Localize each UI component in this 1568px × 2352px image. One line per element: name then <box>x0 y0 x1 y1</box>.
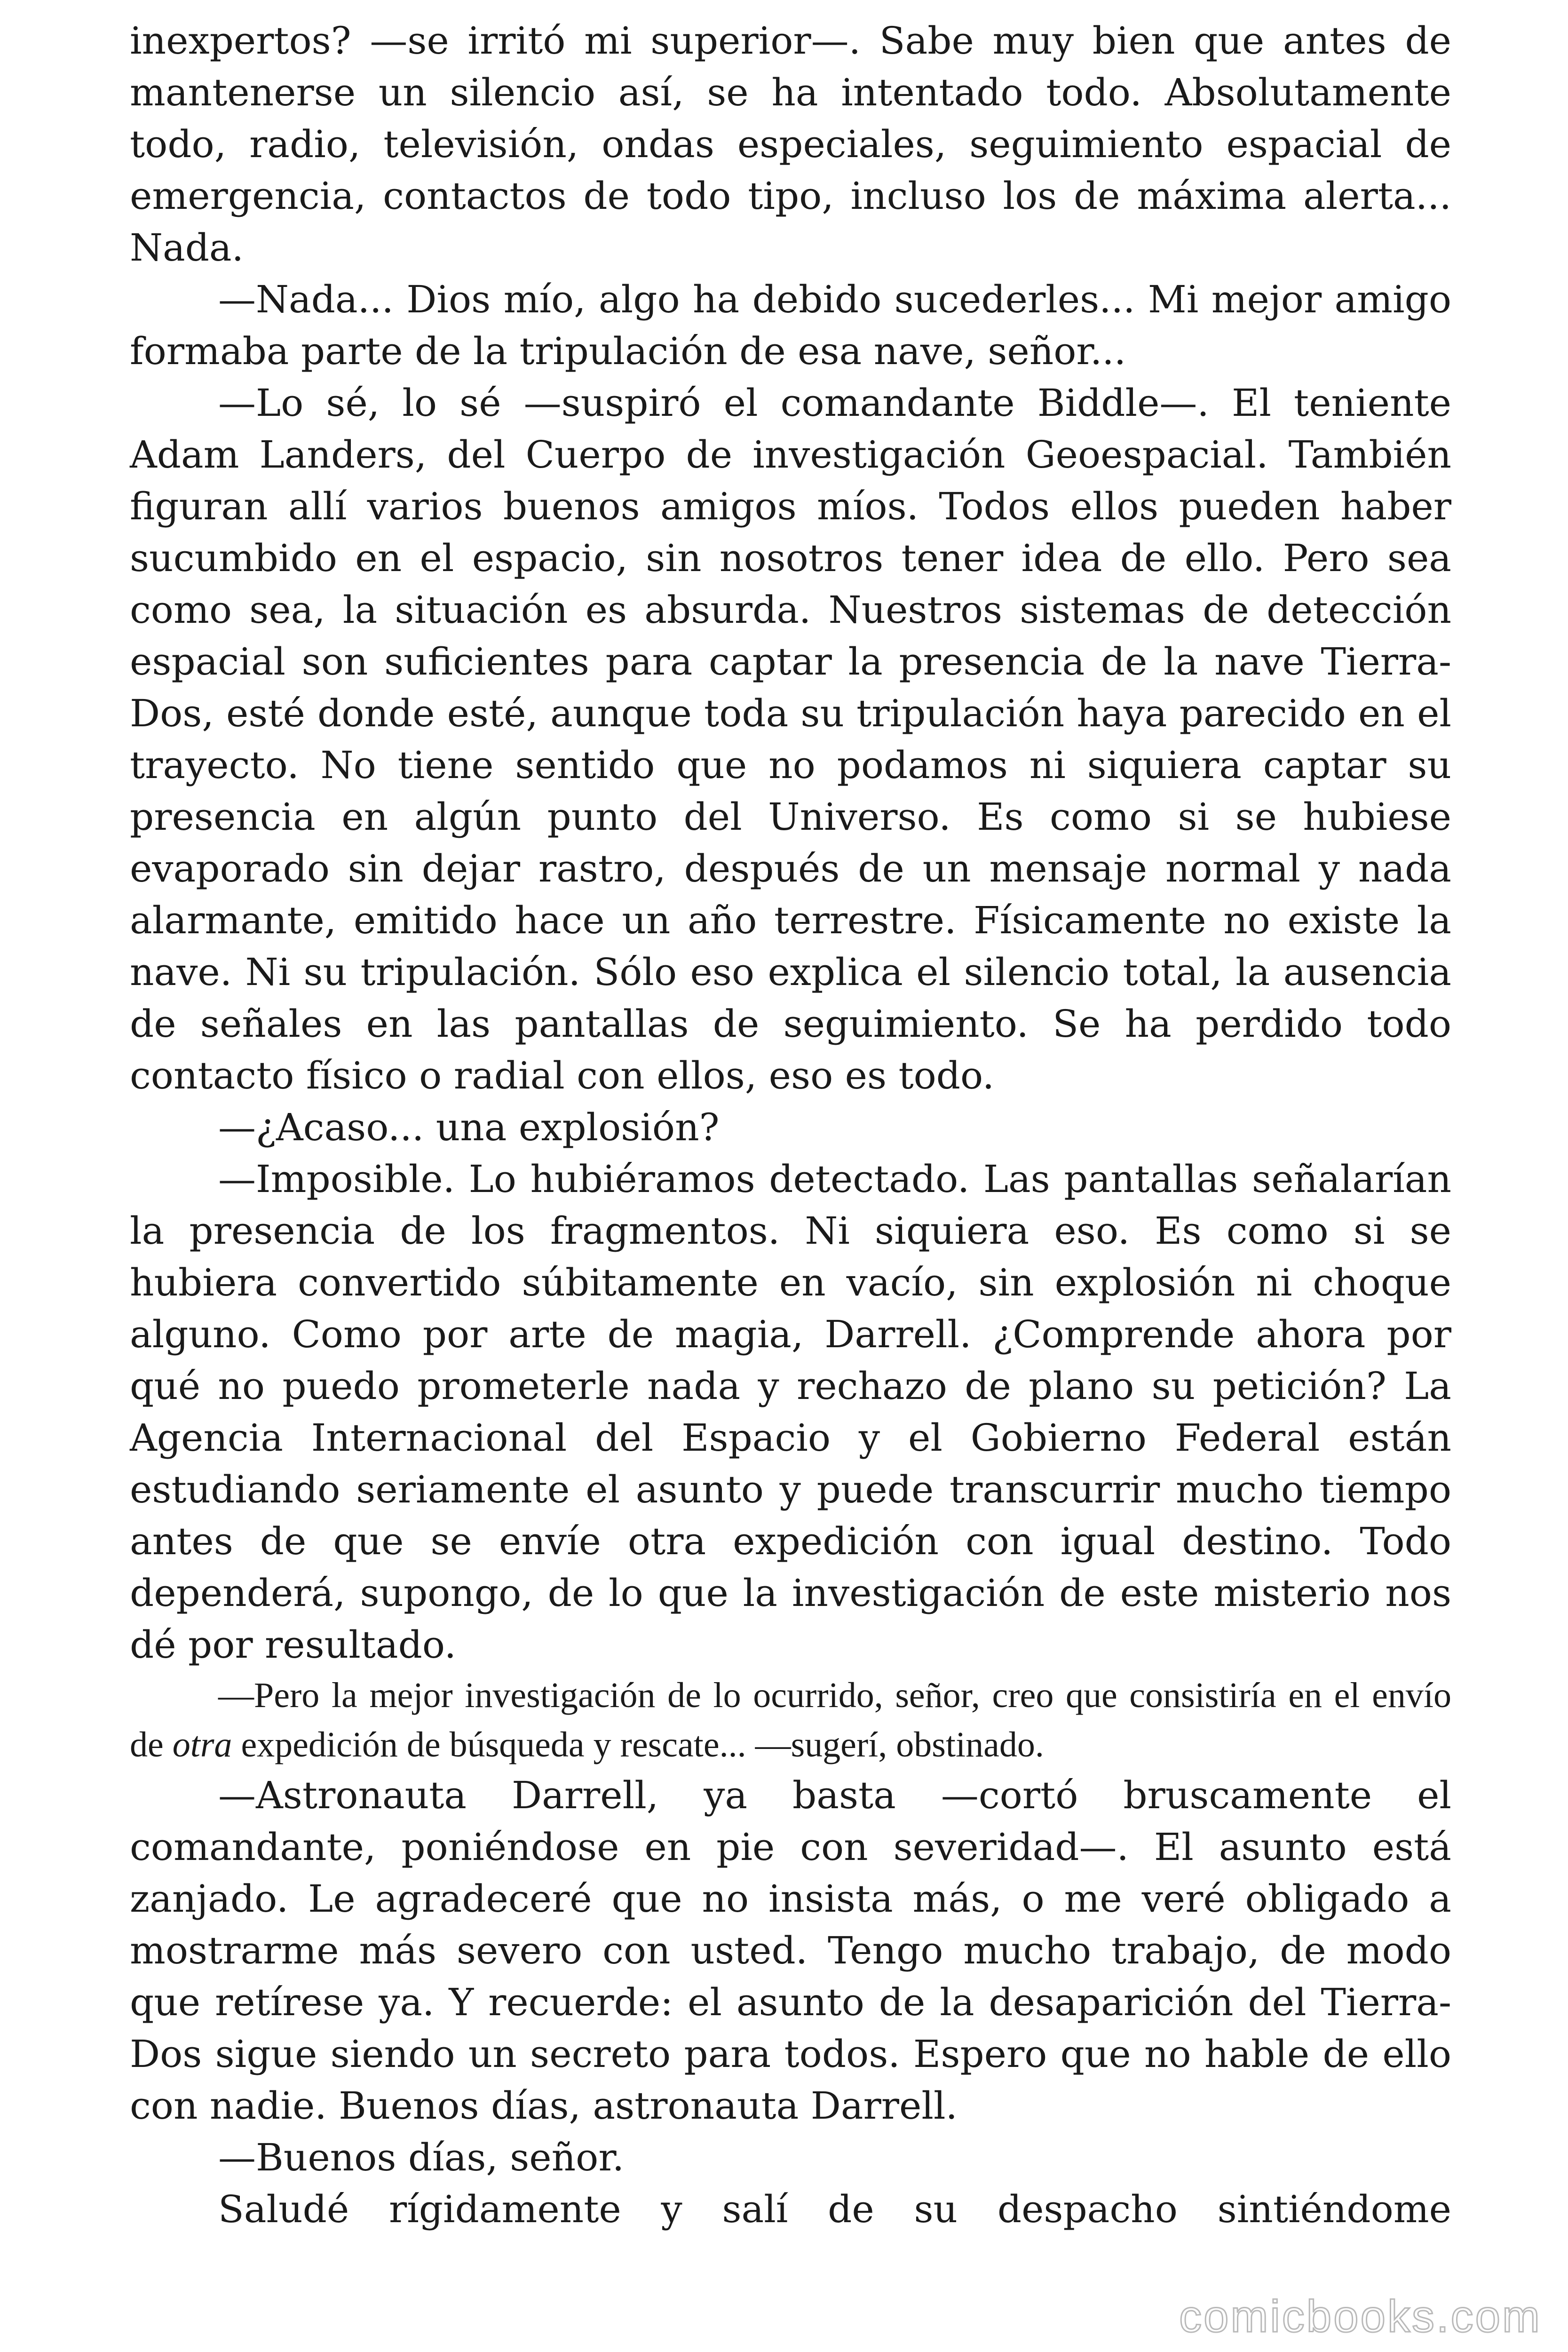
paragraph: —Buenos días, señor. <box>218 2136 625 2179</box>
emphasized-word: otra <box>172 1725 232 1764</box>
paragraph: —¿Acaso... una explosión? <box>218 1105 720 1149</box>
paragraph: —Astronauta Darrell, ya basta —cortó bruscamente el comandante, poniéndose en pie con severidad—. El asunto está zanjado. Le agradeceré que no insista más, o me veré obligado a mostrarme más severo con usted. Tengo mucho trabajo, de modo que retírese ya. Y recuerde: el asunto de la desaparición del Tierra-Dos sigue siendo un secreto para todos. Espero que no hable de ello con nadie. Buenos días, astronauta Darrell. <box>130 1773 1451 2128</box>
watermark: comicbooks.com <box>1179 2291 1542 2342</box>
paragraph: —Nada... Dios mío, algo ha debido sucederles... Mi mejor amigo formaba parte de la tripulación de esa nave, señor... <box>130 278 1451 373</box>
paragraph: —Lo sé, lo sé —suspiró el comandante Biddle—. El teniente Adam Landers, del Cuerpo de investigación Geoespacial. También figuran allí varios buenos amigos míos. Todos ellos pueden haber sucumbido en el espacio, sin nosotros tener idea de ello. Pero sea como sea, la situación es absurda. Nuestros sistemas de detección espacial son suficientes para captar la presencia de la nave Tierra-Dos, esté donde esté, aunque toda su tripulación haya parecido en el trayecto. No tiene sentido que no podamos ni siquiera captar su presencia en algún punto del Universo. Es como si se hubiese evaporado sin dejar rastro, después de un mensaje normal y nada alarmante, emitido hace un año terrestre. Físicamente no existe la nave. Ni su tripulación. Sólo eso explica el silencio total, la ausencia de señales en las pantallas de seguimiento. Se ha perdido todo contacto físico o radial con ellos, eso es todo. <box>130 381 1451 1097</box>
paragraph-alt-font <box>130 1671 1451 1770</box>
book-page-text <box>130 15 1451 2235</box>
paragraph: —Imposible. Lo hubiéramos detectado. Las pantallas señalarían la presencia de los fragmentos. Ni siquiera eso. Es como si se hubiera convertido súbitamente en vacío, sin explosión ni choque alguno. Como por arte de magia, Darrell. ¿Comprende ahora por qué no puedo prometerle nada y rechazo de plano su petición? La Agencia Internacional del Espacio y el Gobierno Federal están estudiando seriamente el asunto y puede transcurrir mucho tiempo antes de que se envíe otra expedición con igual destino. Todo dependerá, supongo, de lo que la investigación de este misterio nos dé por resultado. <box>130 1157 1451 1667</box>
paragraph-text: —Pero la mejor investigación de lo ocurrido, señor, creo que consistiría en el envío de <box>130 1676 1451 1764</box>
paragraph: Saludé rígidamente y salí de su despacho sintiéndome <box>218 2187 1451 2231</box>
paragraph: inexpertos? —se irritó mi superior—. Sabe muy bien que antes de mantenerse un silencio así, se ha intentado todo. Absolutamente todo, radio, televisión, ondas especiales, seguimiento espacial de emergencia, contactos de todo tipo, incluso los de máxima alerta... Nada. <box>130 19 1451 270</box>
paragraph-text: expedición de búsqueda y rescate... —sugerí, obstinado. <box>232 1725 1044 1764</box>
